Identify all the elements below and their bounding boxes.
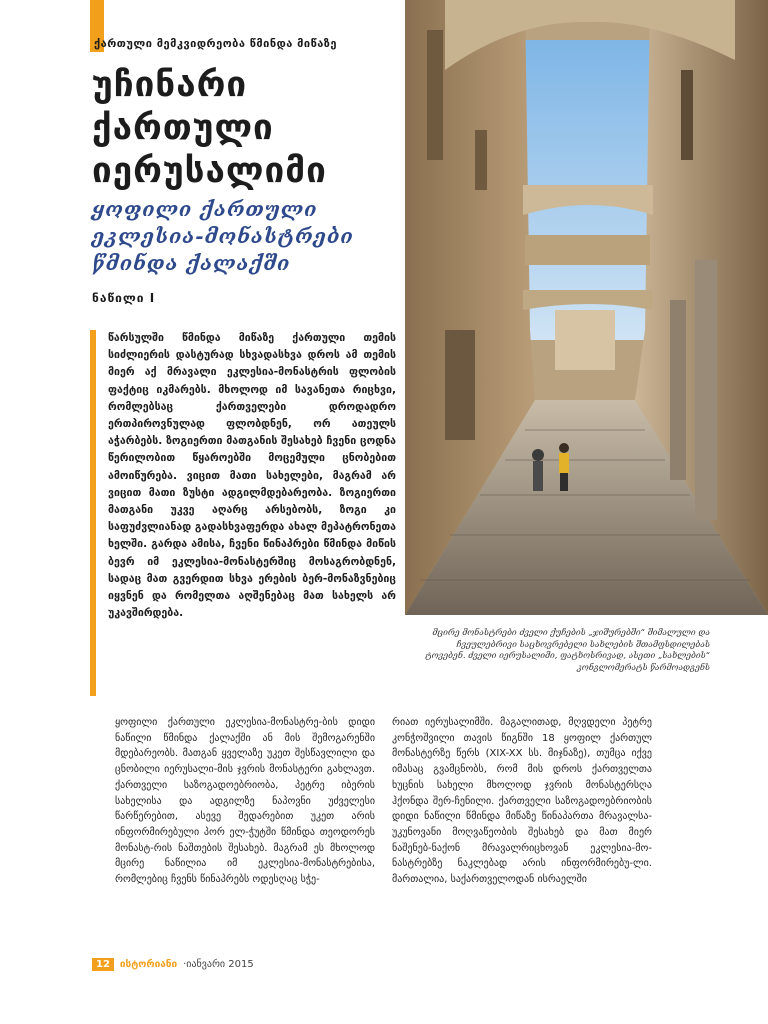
headline [92,64,402,193]
subhead-line: წმინდა ქალაქში [92,251,291,275]
street-photo [405,0,768,615]
part-label: ნაწილი I [92,291,156,305]
subheadline [92,196,402,277]
headline-line: იერუსალიმი [92,151,327,191]
intro-accent-bar [90,330,96,696]
intro-paragraph: წარსულში წმინდა მიწაზე ქართული თემის სიძლიერის დასტურად სხვადასხვა დროს ამ თემის მიერ აქ მრავალი ეკლესია-მონასტრის ფლობის ფაქტიც იკმარებს. მხოლოდ იმ სავანეთა რიცხვი, რომლებსაც ქართველები დროდადრო ერთპიროვნულად ფლობდნენ, ორ ათეულს აჭარბებს. ზოგიერთი მათგანის შესახებ ჩვენი ცოდნა წერილობით წყაროებში მოცემული ცნობებით ამოიწურება. ვიცით მათი სახელები, მაგრამ არ ვიცით მათი ზუსტი ადგილმდებარეობა. ზოგიერთი მათგანი უკვე აღარც არსებობს, ზოგი კი საფუძვლიანად გადასხვაფერდა ახალ მეპატრონეთა ხელში. გარდა ამისა, ჩვენი წინაპრები წმინდა მიწის ბევრ იმ ეკლესია-მონასტერშიც მოსაგრობდნენ, სადაც მათ გვერდით სხვა ერების ბერ-მონაზვნებიც იყვნენ და რომელთა აღშენებაც მათ სახელს არ უკავშირდება. [108,332,396,620]
photo-caption: მცირე მონასტრები ძველი ქუჩების „ჯიშურებში“ შიმალული და ჩვეულებრივი საცხოვრებელი სახლების შთამფსდილებას ტოვებენ. ძველი იერუსალიმი, ფატხოსრივად, ასეთი „სახლების“ კონგლომერატს წარმოადგენს [425,627,710,672]
issue-date: ·იანვარი 2015 [183,958,254,970]
page-footer [92,956,254,972]
headline-line: უჩინარი [92,65,248,105]
subhead-line: ეკლესია-მონასტრები [92,224,354,248]
body-column-right: რიათ იერუსალიმში. მაგალითად, მღვდელი პეტრე კონჭოშვილი თავის წიგნში 18 ყოფილ ქართულ მონასტერზე წერს (XIX-XX სს. მიჯნაზე), თუმცა იქვე იმასაც გვამცნობს, რომ მის დროს ქართველთა ხუცნის სახელი მხოლოდ ჯვრის მონასტერსღა ჰქონდა შერ-ჩენილი. ქართველი საზოგადოებრიობის დიდი ნაწილი წმინდა მიწაზე წინაპართა მრავალსა-უკუნოვანი მოღვაწეობის შესახებ და მათ მიერ ნაშენებ-ნაქონ მრავალრიცხოვან ეკლესია-მო-ნასტრებზე ნაკლებად არის ინფორმირებუ-ლი. მართალია, საქართველოდან ისრაელში [392,717,652,886]
body-column-left: ყოფილი ქართული ეკლესია-მონასტრე-ბის დიდი ნაწილი წმინდა ქალაქში ან მის შემოგარენში მდებარეობს. მათგან ყველაზე უკეთ შესწავლილი და ცნობილი იერუსალი-მის ჯვრის მონასტერი გახლავთ. ქართველი საზოგადოებრიობა, პეტრე იბერის სახელისა და ადგილზე ნაპოვნი უძველესი წარწერებით, ასევე შედარებით უკეთ არის ინფორმირებული პორ ელ-ჭუტში წმინდა თეოდორეს მონასტ-რის ნაშთების შესახებ. მაგრამ ეს მხოლოდ მცირე ნაწილია იმ ეკლესია-მონასტრებისა, რომლებიც ჩვენს წინაპრებს ოდესღაც სჭე- [115,717,375,886]
headline-line: ქართული [92,108,274,148]
section-kicker: ქართული მემკვიდრეობა წმინდა მიწაზე [94,37,337,50]
subhead-line: ყოფილი ქართული [92,197,318,221]
jerusalem-alley-illustration [405,0,768,615]
page-number: 12 [92,958,114,971]
magazine-name: ისტორიანი [119,958,178,970]
